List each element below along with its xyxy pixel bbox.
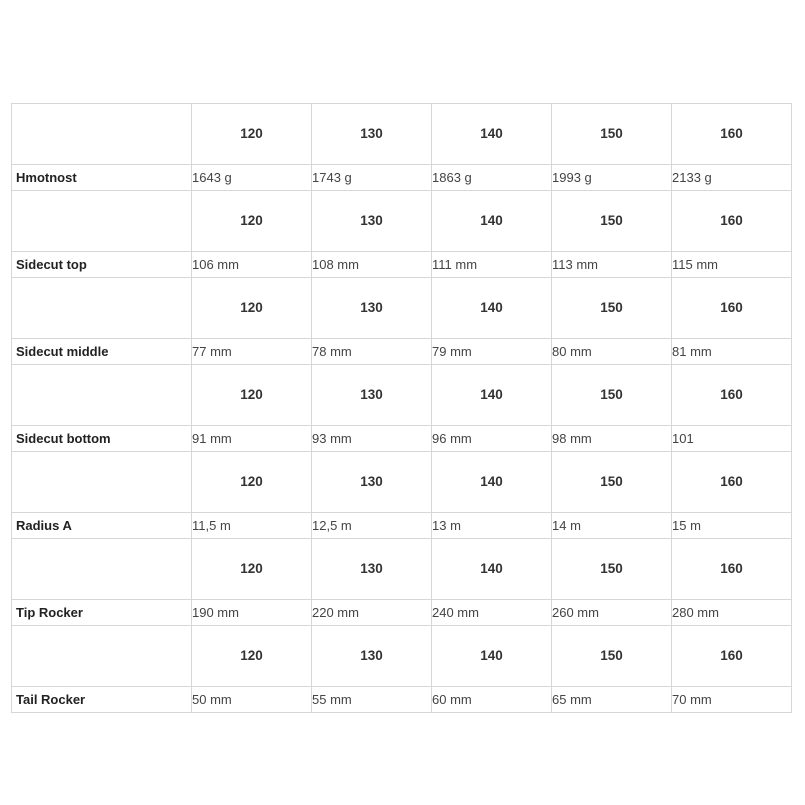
value-cell: 96 mm <box>432 425 552 451</box>
size-header-cell: 150 <box>552 365 672 426</box>
size-header-cell: 130 <box>312 104 432 165</box>
value-cell: 190 mm <box>192 599 312 625</box>
size-header-cell: 120 <box>192 104 312 165</box>
row-label: Sidecut top <box>12 251 192 277</box>
size-header-cell: 140 <box>432 452 552 513</box>
value-cell: 13 m <box>432 512 552 538</box>
size-header-cell: 120 <box>192 452 312 513</box>
size-header-cell: 140 <box>432 104 552 165</box>
value-cell: 91 mm <box>192 425 312 451</box>
empty-header-cell <box>12 191 192 252</box>
size-header-cell: 160 <box>672 539 792 600</box>
table-row <box>12 251 792 277</box>
size-header-row <box>12 365 792 426</box>
size-header-cell: 160 <box>672 452 792 513</box>
size-header-cell: 160 <box>672 626 792 687</box>
value-cell: 1863 g <box>432 164 552 190</box>
row-label: Tail Rocker <box>12 686 192 712</box>
empty-header-cell <box>12 626 192 687</box>
size-header-cell: 130 <box>312 278 432 339</box>
size-header-cell: 120 <box>192 626 312 687</box>
value-cell: 81 mm <box>672 338 792 364</box>
size-header-cell: 160 <box>672 365 792 426</box>
table-row <box>12 599 792 625</box>
size-header-cell: 150 <box>552 626 672 687</box>
value-cell: 1993 g <box>552 164 672 190</box>
value-cell: 60 mm <box>432 686 552 712</box>
row-label: Hmotnost <box>12 164 192 190</box>
value-cell: 101 <box>672 425 792 451</box>
size-header-cell: 130 <box>312 365 432 426</box>
size-header-cell: 150 <box>552 539 672 600</box>
value-cell: 14 m <box>552 512 672 538</box>
value-cell: 260 mm <box>552 599 672 625</box>
table-row <box>12 425 792 451</box>
spec-table-sidecut-bottom <box>11 364 792 452</box>
size-header-row <box>12 539 792 600</box>
size-header-row <box>12 104 792 165</box>
value-cell: 106 mm <box>192 251 312 277</box>
size-header-cell: 140 <box>432 278 552 339</box>
size-header-row <box>12 452 792 513</box>
size-header-cell: 130 <box>312 626 432 687</box>
spec-table-sidecut-top <box>11 190 792 278</box>
size-header-cell: 120 <box>192 191 312 252</box>
spec-table-hmotnost <box>11 103 792 191</box>
row-label: Tip Rocker <box>12 599 192 625</box>
empty-header-cell <box>12 365 192 426</box>
table-row <box>12 686 792 712</box>
value-cell: 11,5 m <box>192 512 312 538</box>
value-cell: 15 m <box>672 512 792 538</box>
size-header-cell: 160 <box>672 104 792 165</box>
size-header-cell: 150 <box>552 452 672 513</box>
value-cell: 50 mm <box>192 686 312 712</box>
value-cell: 111 mm <box>432 251 552 277</box>
spec-table-sidecut-middle <box>11 277 792 365</box>
size-header-cell: 120 <box>192 539 312 600</box>
value-cell: 79 mm <box>432 338 552 364</box>
value-cell: 240 mm <box>432 599 552 625</box>
value-cell: 70 mm <box>672 686 792 712</box>
size-header-cell: 160 <box>672 191 792 252</box>
table-row <box>12 338 792 364</box>
spec-table-radius-a <box>11 451 792 539</box>
table-row <box>12 164 792 190</box>
value-cell: 93 mm <box>312 425 432 451</box>
size-header-cell: 130 <box>312 539 432 600</box>
size-header-cell: 140 <box>432 365 552 426</box>
size-header-cell: 160 <box>672 278 792 339</box>
size-header-cell: 120 <box>192 365 312 426</box>
empty-header-cell <box>12 539 192 600</box>
size-header-row <box>12 626 792 687</box>
row-label: Sidecut bottom <box>12 425 192 451</box>
value-cell: 80 mm <box>552 338 672 364</box>
value-cell: 65 mm <box>552 686 672 712</box>
value-cell: 108 mm <box>312 251 432 277</box>
table-row <box>12 512 792 538</box>
spec-table-tip-rocker <box>11 538 792 626</box>
value-cell: 55 mm <box>312 686 432 712</box>
value-cell: 98 mm <box>552 425 672 451</box>
value-cell: 220 mm <box>312 599 432 625</box>
value-cell: 78 mm <box>312 338 432 364</box>
size-header-cell: 140 <box>432 191 552 252</box>
value-cell: 77 mm <box>192 338 312 364</box>
size-header-row <box>12 191 792 252</box>
value-cell: 12,5 m <box>312 512 432 538</box>
value-cell: 280 mm <box>672 599 792 625</box>
size-header-cell: 150 <box>552 104 672 165</box>
size-header-cell: 140 <box>432 539 552 600</box>
size-header-cell: 120 <box>192 278 312 339</box>
size-header-cell: 150 <box>552 191 672 252</box>
size-header-cell: 130 <box>312 452 432 513</box>
empty-header-cell <box>12 452 192 513</box>
size-header-row <box>12 278 792 339</box>
value-cell: 115 mm <box>672 251 792 277</box>
value-cell: 1743 g <box>312 164 432 190</box>
size-header-cell: 130 <box>312 191 432 252</box>
spec-table-tail-rocker <box>11 625 792 713</box>
row-label: Radius A <box>12 512 192 538</box>
value-cell: 2133 g <box>672 164 792 190</box>
value-cell: 1643 g <box>192 164 312 190</box>
row-label: Sidecut middle <box>12 338 192 364</box>
size-header-cell: 150 <box>552 278 672 339</box>
empty-header-cell <box>12 104 192 165</box>
size-header-cell: 140 <box>432 626 552 687</box>
value-cell: 113 mm <box>552 251 672 277</box>
empty-header-cell <box>12 278 192 339</box>
